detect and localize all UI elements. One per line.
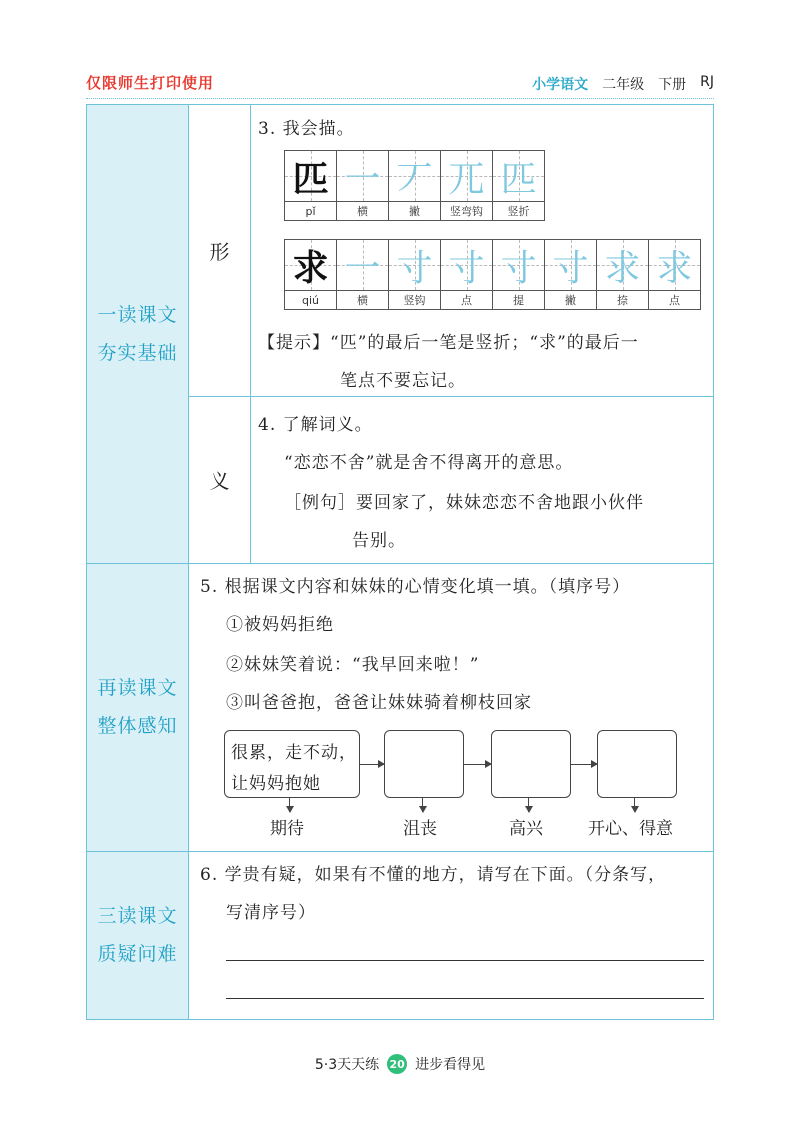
q3-title: 3. 我会描。 xyxy=(258,119,355,139)
flow-down-arrow xyxy=(289,798,290,812)
q3-hint-cont: 笔点不要忘记。 xyxy=(340,371,466,391)
feeling-label: 期待 xyxy=(270,819,304,839)
q3-hint: 【提示】“匹”的最后一笔是竖折；“求”的最后一 xyxy=(258,333,639,353)
q6-title: 6. 学贵有疑，如果有不懂的地方，请写在下面。（分条写， xyxy=(200,865,667,885)
sub-label-meaning: 义 xyxy=(189,396,251,563)
flow-arrow xyxy=(360,764,384,765)
sub-label-form: 形 xyxy=(189,105,251,396)
flow-answer-box-2[interactable] xyxy=(491,730,571,798)
feeling-label: 沮丧 xyxy=(403,819,437,839)
volume-label: 下册 xyxy=(658,77,687,93)
book-info xyxy=(532,74,714,94)
flow-down-arrow xyxy=(528,798,529,812)
section-3-label: 三读课文 质疑问难 xyxy=(87,851,189,1019)
page-number: 20 xyxy=(387,1054,407,1074)
section-divider xyxy=(87,851,713,852)
flow-answer-box-1[interactable] xyxy=(384,730,464,798)
flow-down-arrow xyxy=(634,798,635,812)
answer-line[interactable] xyxy=(226,960,704,961)
feeling-label: 高兴 xyxy=(509,819,543,839)
section-2-label: 再读课文 整体感知 xyxy=(87,563,189,851)
flow-box-given: 很累，走不动， 让妈妈抱她 xyxy=(224,730,360,798)
flow-arrow xyxy=(464,764,491,765)
flow-down-arrow xyxy=(422,798,423,812)
flow-arrow xyxy=(571,764,597,765)
answer-line[interactable] xyxy=(226,998,704,999)
brand-label: 5·3天天练 xyxy=(314,1057,380,1073)
q6-title-cont: 写清序号） xyxy=(226,903,316,923)
slogan: 进步看得见 xyxy=(415,1057,486,1073)
subject-label: 小学语文 xyxy=(532,77,589,93)
header-divider xyxy=(86,98,714,99)
feeling-label: 开心、得意 xyxy=(588,819,673,839)
grade-label: 二年级 xyxy=(602,77,645,93)
stroke-grid-qiu: 求 qiú 一 横 寸 竖钩 寸 点 寸 提 寸 撇 求 捺 求 点 xyxy=(284,239,701,310)
sub-divider xyxy=(189,396,713,397)
q4-example: ［例句］要回家了，妹妹恋恋不舍地跟小伙伴 xyxy=(284,493,644,513)
q5-title: 5. 根据课文内容和妹妹的心情变化填一填。（填序号） xyxy=(200,577,631,597)
flow-answer-box-3[interactable] xyxy=(597,730,677,798)
section-divider xyxy=(87,563,713,564)
print-notice: 仅限师生打印使用 xyxy=(86,74,215,92)
q4-example-cont: 告别。 xyxy=(352,531,406,551)
q5-option-1: ①被妈妈拒绝 xyxy=(226,615,334,635)
section-1-label: 一读课文 夯实基础 xyxy=(87,105,189,563)
stroke-grid-pi: 匹 pǐ 一 横 丆 撇 兀 竖弯钩 匹 竖折 xyxy=(284,150,545,221)
q5-option-3: ③叫爸爸抱，爸爸让妹妹骑着柳枝回家 xyxy=(226,693,532,713)
edition-label: RJ xyxy=(700,74,714,90)
q5-option-2: ②妹妹笑着说：“我早回来啦！” xyxy=(226,655,480,675)
q4-title: 4. 了解词义。 xyxy=(258,415,373,435)
q4-definition: “恋恋不舍”就是舍不得离开的意思。 xyxy=(284,453,574,473)
page-footer xyxy=(0,1054,800,1074)
